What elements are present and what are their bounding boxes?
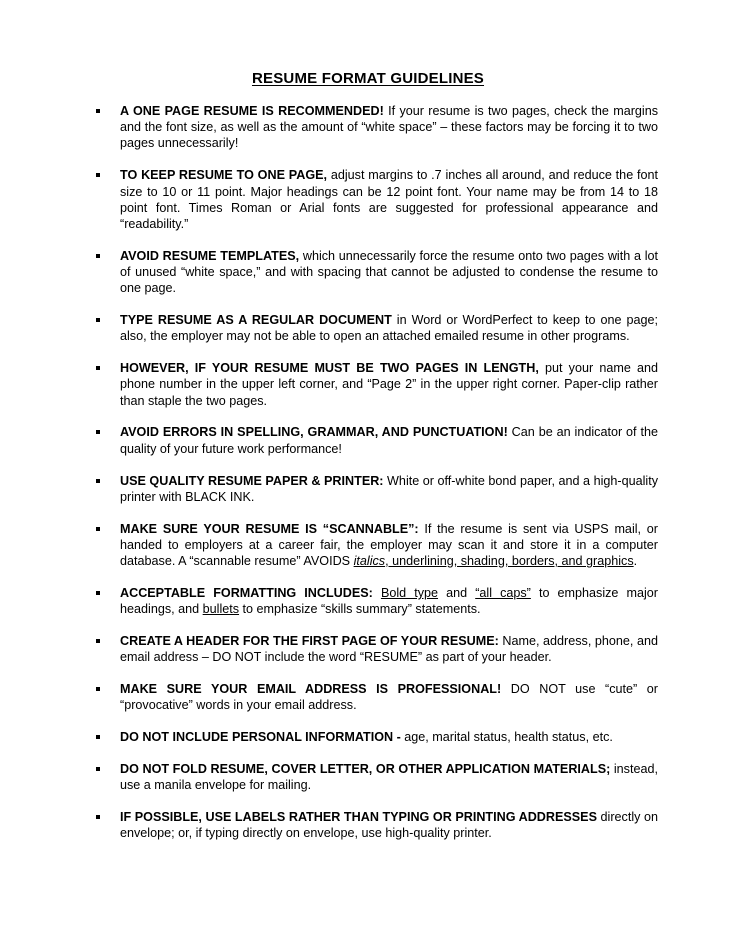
- guideline-text: to emphasize major headings, and: [120, 585, 658, 617]
- guideline-item-9: [96, 585, 658, 617]
- guideline-item-7: [96, 473, 658, 505]
- guideline-text: put your name and phone number in the upper left corner, and “Page 2” in the upper right corner. Paper-clip rather than staple the two pages.: [120, 361, 658, 408]
- guideline-text: which unnecessarily force the resume onto two pages with a lot of unused “white space,” and with spacing that cannot be adjusted to condense the resume to one page.: [120, 248, 658, 296]
- bullet-marker: [96, 479, 100, 483]
- guideline-text: adjust margins to .7 inches all around, and reduce the font size to 10 or 11 point. Major headings can be 12 point font. Your name may be from 14 to 18 point font. Times Roman or Arial fonts are suggested for professional appearance and “readability.”: [120, 168, 659, 231]
- guideline-text: If your resume is two pages, check the margins and the font size, as well as the amount of “white space” – these factors may be forcing it to two pages unnecessarily!: [120, 104, 658, 151]
- guideline-item-10: [96, 633, 658, 665]
- guideline-heading: USE QUALITY RESUME PAPER & PRINTER:: [120, 473, 384, 488]
- guideline-item-11: [96, 681, 658, 713]
- guideline-heading: AVOID ERRORS IN SPELLING, GRAMMAR, AND PUNCTUATION!: [120, 425, 508, 440]
- bullet-marker: [96, 109, 100, 113]
- guideline-text: age, marital status, health status, etc.: [400, 730, 613, 745]
- guideline-text: in Word or WordPerfect to keep to one page; also, the employer may not be able to open an attached emailed resume in other programs.: [120, 313, 658, 344]
- guideline-item-1: [96, 103, 658, 152]
- bullet-marker: [96, 430, 100, 434]
- bullet-marker: [96, 815, 100, 819]
- guideline-item-5: [96, 360, 658, 409]
- avoid-list: [354, 554, 634, 568]
- guideline-text-end: .: [633, 554, 638, 569]
- bullet-marker: [96, 639, 100, 643]
- bullet-marker: [96, 687, 100, 691]
- guideline-list: [96, 103, 658, 857]
- italics-example: italics: [353, 554, 386, 569]
- guideline-text: White or off-white bond paper, and a high-quality printer with BLACK INK.: [120, 473, 658, 504]
- avoid-list-rest: , underlining, shading, borders, and graphics: [385, 554, 634, 569]
- guideline-text: and: [438, 585, 476, 600]
- bullet-marker: [96, 318, 100, 322]
- guideline-text: [373, 586, 381, 600]
- guideline-text: instead, use a manila envelope for mailing.: [120, 762, 658, 793]
- guideline-item-12: [96, 729, 658, 745]
- guideline-item-14: [96, 809, 658, 841]
- guideline-text: DO NOT use “cute” or “provocative” words in your email address.: [120, 682, 658, 713]
- guideline-heading: CREATE A HEADER FOR THE FIRST PAGE OF YOUR RESUME:: [120, 634, 499, 649]
- guideline-text: If the resume is sent via USPS mail, or handed to employers at a career fair, the employer may scan it and store it in a computer database. A “scannable resume” AVOIDS: [120, 521, 658, 569]
- guideline-item-4: [96, 312, 658, 344]
- all-caps-example: “all caps”: [475, 585, 531, 600]
- guideline-heading: MAKE SURE YOUR RESUME IS “SCANNABLE”:: [120, 521, 419, 536]
- guideline-item-13: [96, 761, 658, 793]
- guideline-item-3: [96, 248, 658, 297]
- guideline-heading: TYPE RESUME AS A REGULAR DOCUMENT: [120, 313, 392, 328]
- bold-type-example: Bold type: [380, 585, 439, 600]
- bullet-marker: [96, 767, 100, 771]
- guideline-heading: AVOID RESUME TEMPLATES,: [120, 248, 300, 263]
- guideline-item-8: [96, 521, 658, 570]
- bullet-marker: [96, 254, 100, 258]
- guideline-heading: HOWEVER, IF YOUR RESUME MUST BE TWO PAGES IN LENGTH,: [120, 361, 539, 376]
- guideline-text: Can be an indicator of the quality of your future work performance!: [120, 425, 658, 456]
- guideline-item-2: [96, 167, 658, 232]
- guideline-text: directly on envelope; or, if typing directly on envelope, use high-quality printer.: [120, 810, 658, 841]
- guideline-heading: A ONE PAGE RESUME IS RECOMMENDED!: [120, 104, 384, 118]
- guideline-text-end: to emphasize “skills summary” statements.: [239, 602, 481, 617]
- bullet-marker: [96, 735, 100, 739]
- guideline-heading: ACCEPTABLE FORMATTING INCLUDES:: [120, 585, 373, 600]
- guideline-text: Name, address, phone, and email address – DO NOT include the word “RESUME” as part of your header.: [120, 634, 658, 665]
- guideline-heading: DO NOT INCLUDE PERSONAL INFORMATION -: [120, 730, 401, 745]
- page-title: RESUME FORMAT GUIDELINES: [251, 70, 485, 87]
- bullets-example: bullets: [202, 602, 240, 617]
- bullet-marker: [96, 173, 100, 177]
- guideline-item-6: [96, 424, 658, 456]
- guideline-heading: TO KEEP RESUME TO ONE PAGE,: [120, 168, 328, 183]
- bullet-marker: [96, 366, 100, 370]
- guideline-heading: MAKE SURE YOUR EMAIL ADDRESS IS PROFESSIONAL!: [120, 682, 502, 697]
- bullet-marker: [96, 591, 100, 595]
- guideline-heading: IF POSSIBLE, USE LABELS RATHER THAN TYPING OR PRINTING ADDRESSES: [120, 810, 597, 825]
- guideline-heading: DO NOT FOLD RESUME, COVER LETTER, OR OTHER APPLICATION MATERIALS;: [120, 762, 611, 777]
- bullet-marker: [96, 527, 100, 531]
